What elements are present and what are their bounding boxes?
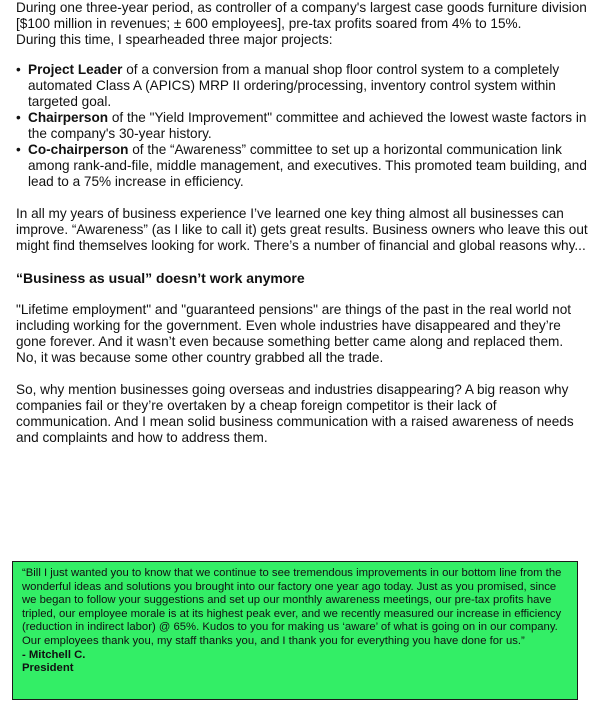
bullet-marker: • bbox=[16, 110, 21, 125]
projects-list bbox=[16, 62, 588, 190]
list-item bbox=[16, 142, 588, 190]
list-item bbox=[16, 62, 588, 110]
bullet-marker: • bbox=[16, 62, 21, 77]
testimonial-box bbox=[12, 561, 578, 700]
intro-line-2: During this time, I spearheaded three major projects: bbox=[16, 32, 333, 47]
project-title: Chairperson bbox=[28, 110, 109, 125]
testimonial-quote: “Bill I just wanted you to know that we continue to see tremendous improvements in our bottom line from the wonderful ideas and solutions you brought into our factory one year ago today. Just as you promised, since we began to follow your suggestions and set up our monthly awareness meetings, our pre-tax profits have tripled, our employee morale is at its highest peak ever, and we recently measured our increase in efficiency (reduction in indirect labor) @ 65%. Kudos to you for making us ‘aware’ of what is going on in our company. Our employees thank you, my staff thanks you, and I thank you for everything you have done for us.” bbox=[22, 567, 562, 647]
project-text: of the "Yield Improvement" committee and achieved the lowest waste factors in the company's 30-year history. bbox=[28, 110, 587, 141]
project-text: of a conversion from a manual shop floor control system to a completely automated Class A (APICS) MRP II ordering/processing, inventory control system within targeted goal. bbox=[28, 62, 560, 109]
testimonial-author: - Mitchell C. bbox=[22, 648, 86, 661]
testimonial-author-role: President bbox=[22, 662, 74, 675]
document-body bbox=[16, 0, 588, 446]
list-item bbox=[16, 110, 588, 142]
project-title: Project Leader bbox=[28, 62, 123, 77]
employment-paragraph: "Lifetime employment" and "guaranteed pensions" are things of the past in the real world not including working for the government. Even whole industries have disappeared and they’re gone forever. And it wasn’t even because something better came along and replaced them. No, it was because some other country grabbed all the trade. bbox=[16, 302, 572, 365]
project-text: of the “Awareness” committee to set up a horizontal communication link among rank-and-file, middle management, and executives. This promoted team building, and lead to a 75% increase in efficiency. bbox=[28, 142, 587, 189]
communication-paragraph: So, why mention businesses going overseas and industries disappearing? A big reason why companies fail or they’re overtaken by a cheap foreign competitor is their lack of communication. And I mean solid business communication with a raised awareness of needs and complaints and how to address them. bbox=[16, 382, 574, 445]
project-title: Co-chairperson bbox=[28, 142, 129, 157]
bullet-marker: • bbox=[16, 142, 21, 157]
intro-section bbox=[16, 0, 588, 48]
awareness-paragraph: In all my years of business experience I’ve learned one key thing almost all businesses can improve. “Awareness” (as I like to call it) gets great results. Business owners who leave this out might find themselves looking for work. There’s a number of financial and global reasons why... bbox=[16, 206, 588, 253]
section-heading: “Business as usual” doesn’t work anymore bbox=[16, 270, 305, 286]
intro-line-1: During one three-year period, as controller of a company's largest case goods furniture division [$100 million in revenues; ± 600 employees], pre-tax profits soared from 4% to 15%. bbox=[16, 0, 587, 31]
